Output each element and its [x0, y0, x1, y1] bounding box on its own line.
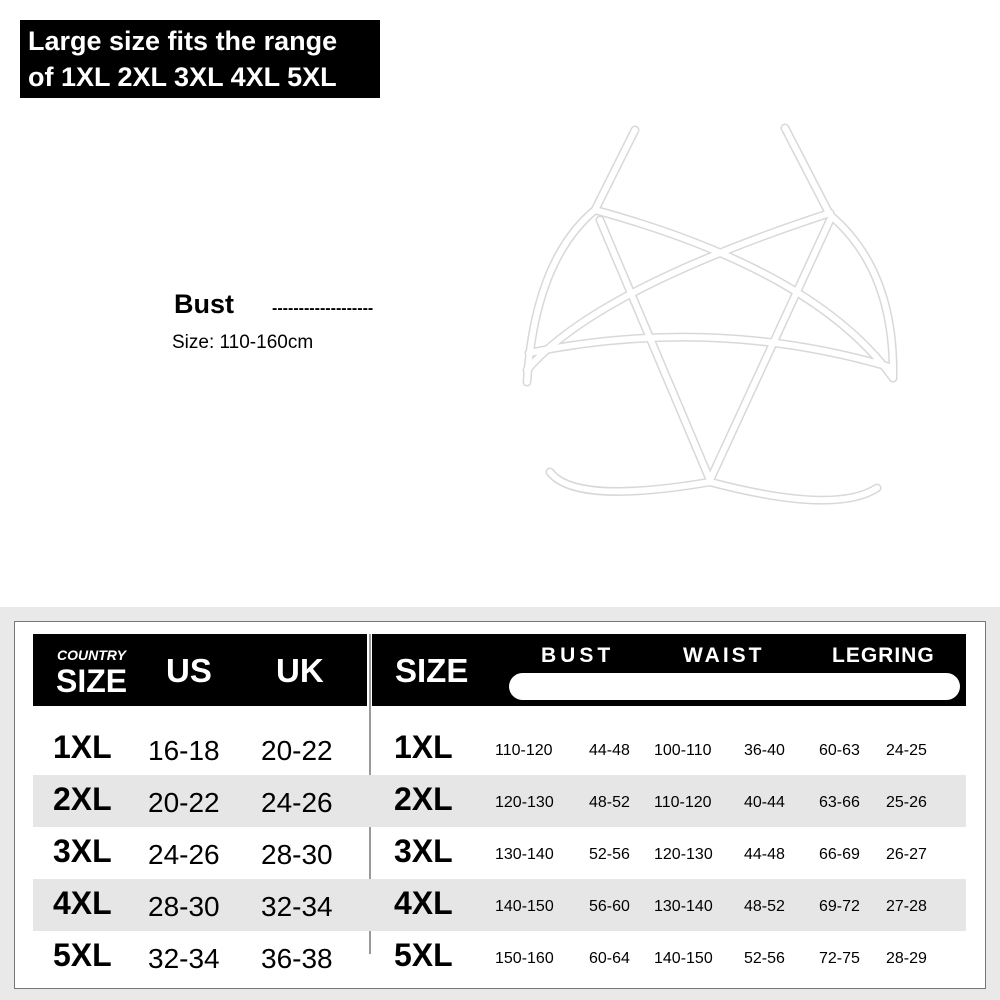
cell-size-2: 3XL	[394, 833, 453, 869]
header-legring: LEGRING	[832, 644, 935, 667]
cell-uk: 20-22	[261, 735, 333, 766]
size-range-banner	[20, 20, 380, 98]
cell-waist-in: 44-48	[744, 846, 785, 863]
cell-leg-in: 26-27	[886, 846, 927, 863]
cell-us: 32-34	[148, 943, 220, 974]
cell-us: 28-30	[148, 891, 220, 922]
cell-size: 3XL	[53, 833, 112, 869]
cell-bust-cm: 140-150	[495, 898, 554, 915]
cell-size: 4XL	[53, 885, 112, 921]
cell-leg-in: 28-29	[886, 950, 927, 967]
bust-label: Bust	[174, 289, 234, 319]
header-size: SIZE	[56, 663, 128, 699]
cell-us: 24-26	[148, 839, 220, 870]
header-us: US	[166, 652, 212, 689]
harness-product-image	[515, 120, 915, 520]
cell-bust-in: 56-60	[589, 898, 630, 915]
cell-size: 2XL	[53, 781, 112, 817]
cell-size-2: 1XL	[394, 729, 453, 765]
cell-waist-cm: 120-130	[654, 846, 713, 863]
cell-waist-in: 36-40	[744, 742, 785, 759]
cell-leg-cm: 60-63	[819, 742, 860, 759]
table-row	[33, 723, 966, 775]
cell-leg-in: 24-25	[886, 742, 927, 759]
cell-leg-in: 27-28	[886, 898, 927, 915]
cell-waist-cm: 110-120	[654, 794, 712, 811]
bust-pointer-dashes: -------------------	[272, 300, 374, 317]
cell-bust-in: 48-52	[589, 794, 630, 811]
cell-leg-cm: 69-72	[819, 898, 860, 915]
cell-waist-in: 40-44	[744, 794, 785, 811]
header-pill-bar	[509, 673, 960, 700]
cell-leg-cm: 72-75	[819, 950, 860, 967]
table-row	[33, 775, 966, 827]
cell-waist-cm: 130-140	[654, 898, 713, 915]
cell-bust-in: 60-64	[589, 950, 630, 967]
cell-size: 5XL	[53, 937, 112, 973]
header-size-2: SIZE	[395, 652, 469, 689]
header-waist: WAIST	[683, 644, 765, 667]
cell-bust-cm: 110-120	[495, 742, 553, 759]
cell-uk: 24-26	[261, 787, 333, 818]
cell-bust-in: 44-48	[589, 742, 630, 759]
cell-us: 20-22	[148, 787, 220, 818]
header-country-sizes	[33, 634, 367, 706]
cell-bust-cm: 150-160	[495, 950, 554, 967]
cell-size-2: 2XL	[394, 781, 453, 817]
header-measurements	[372, 634, 966, 706]
cell-size-2: 4XL	[394, 885, 453, 921]
cell-uk: 28-30	[261, 839, 333, 870]
cell-leg-cm: 66-69	[819, 846, 860, 863]
banner-line-2: of 1XL 2XL 3XL 4XL 5XL	[28, 62, 337, 92]
table-row	[33, 931, 966, 983]
bust-size-text: Size: 110-160cm	[172, 332, 314, 353]
cell-bust-cm: 120-130	[495, 794, 554, 811]
cell-uk: 36-38	[261, 943, 333, 974]
header-bust: BUST	[541, 644, 615, 667]
cell-waist-in: 52-56	[744, 950, 785, 967]
table-row	[33, 827, 966, 879]
header-uk: UK	[276, 652, 324, 689]
banner-line-1: Large size fits the range	[28, 26, 338, 56]
cell-size-2: 5XL	[394, 937, 453, 973]
header-country: COUNTRY	[57, 647, 126, 663]
cell-uk: 32-34	[261, 891, 333, 922]
cell-leg-cm: 63-66	[819, 794, 860, 811]
cell-bust-in: 52-56	[589, 846, 630, 863]
cell-waist-in: 48-52	[744, 898, 785, 915]
cell-leg-in: 25-26	[886, 794, 927, 811]
cell-size: 1XL	[53, 729, 112, 765]
cell-bust-cm: 130-140	[495, 846, 554, 863]
cell-waist-cm: 140-150	[654, 950, 713, 967]
cell-us: 16-18	[148, 735, 220, 766]
cell-waist-cm: 100-110	[654, 742, 712, 759]
table-row	[33, 879, 966, 931]
